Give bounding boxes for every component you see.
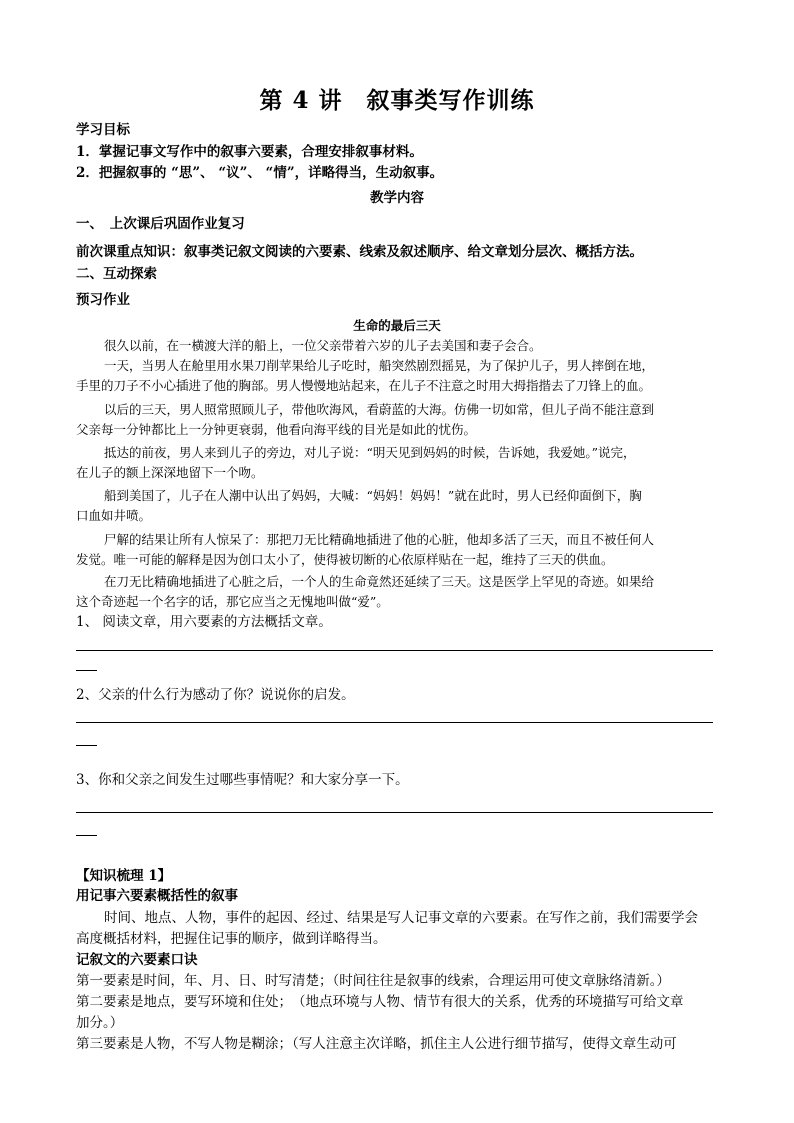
story-line: 以后的三天，男人照常照顾儿子，带他吹海风，看蔚蓝的大海。仿佛一切如常，但儿子尚不能注意到 (104, 402, 655, 417)
content-heading: 教学内容 (370, 190, 424, 206)
story-line: 父亲每一分钟都比上一分钟更衰弱，他看向海平线的目光是如此的忧伤。 (76, 422, 477, 437)
knowledge-tag: 【知识梳理 1】 (76, 868, 172, 884)
answer-line (76, 722, 713, 723)
story-line: 在刀无比精确地插进了心脏之后，一个人的生命竟然还延续了三天。这是医学上罕见的奇迹。如果给 (104, 574, 655, 589)
story-line: 这个奇迹起一个名字的话，那它应当之无愧地叫做“爱”。 (76, 594, 389, 609)
knowledge-heading: 用记事六要素概括性的叙事 (76, 888, 238, 904)
mnemonic-line: 第三要素是人物，不写人物是糊涂；（写人注意主次详略，抓住主人公进行细节描写，使得文章生动可 (76, 1036, 677, 1052)
story-line: 抵达的前夜，男人来到儿子的旁边，对儿子说：“明天见到妈妈的时候，告诉她，我爱她。”说完， (104, 445, 636, 460)
goal-item-1: 1．掌握记事文写作中的叙事六要素，合理安排叙事材料。 (76, 144, 423, 160)
question-3: 3、你和父亲之间发生过哪些事情呢？和大家分享一下。 (76, 772, 409, 788)
story-line: 在儿子的额上深深地留下一个吻。 (76, 465, 264, 480)
story-line: 手里的刀子不小心插进了他的胸部。男人慢慢地站起来，在儿子不注意之时用大拇指揩去了刀锋上的血。 (76, 378, 652, 393)
answer-line (76, 812, 713, 813)
preview-heading: 预习作业 (76, 292, 130, 308)
mnemonic-line: 加分。） (76, 1015, 124, 1031)
story-title: 生命的最后三天 (353, 318, 441, 333)
section2-heading: 二、互动探索 (76, 266, 157, 282)
mnemonic-line: 第二要素是地点，要写环境和住处； （地点环境与人物、情节有很大的关系，优秀的环境描写可给文章 (76, 994, 684, 1010)
story-line: 很久以前，在一横渡大洋的船上，一位父亲带着六岁的儿子去美国和妻子会合。 (104, 338, 542, 353)
knowledge-para-line: 高度概括材料，把握住记事的顺序，做到详略得当。 (76, 931, 387, 947)
knowledge-para-line: 时间、地点、人物，事件的起因、经过、结果是写人记事文章的六要素。在写作之前，我们需要学会 (104, 910, 698, 926)
answer-line-end (76, 835, 97, 836)
story-line: 船到美国了，儿子在人潮中认出了妈妈，大喊：“妈妈！妈妈！”就在此时，男人已经仰面倒下，胸 (104, 488, 642, 503)
answer-line (76, 650, 713, 651)
answer-line-end (76, 745, 97, 746)
answer-line-end (76, 670, 97, 671)
story-line: 一天，当男人在舱里用水果刀削苹果给儿子吃时，船突然剧烈摇晃，为了保护儿子，男人摔倒在地， (104, 358, 655, 373)
mnemonic-line: 第一要素是时间，年、月、日、时写清楚；（时间往往是叙事的线索，合理运用可使文章脉络清新。） (76, 973, 670, 989)
section1-heading: 一、 上次课后巩固作业复习 (76, 216, 245, 232)
page-title: 第 4 讲 叙事类写作训练 (259, 87, 535, 114)
story-line: 发觉。唯一可能的解释是因为创口太小了，使得被切断的心依原样贴在一起，维持了三天的供血。 (76, 552, 614, 567)
question-2: 2、父亲的什么行为感动了你？说说你的启发。 (76, 687, 355, 703)
goal-item-2: 2．把握叙事的 “思”、 “议”、 “情”，详略得当，生动叙事。 (76, 165, 444, 181)
mnemonic-heading: 记叙文的六要素口诀 (76, 952, 198, 968)
story-line: 口血如井喷。 (76, 508, 152, 523)
key-points: 前次课重点知识：叙事类记叙文阅读的六要素、线索及叙述顺序、给文章划分层次、概括方法。 (76, 244, 643, 260)
question-1: 1、 阅读文章，用六要素的方法概括文章。 (76, 614, 332, 630)
goals-heading: 学习目标 (76, 122, 130, 138)
story-line: 尸解的结果让所有人惊呆了：那把刀无比精确地插进了他的心脏，他却多活了三天，而且不被任何人 (104, 532, 655, 547)
